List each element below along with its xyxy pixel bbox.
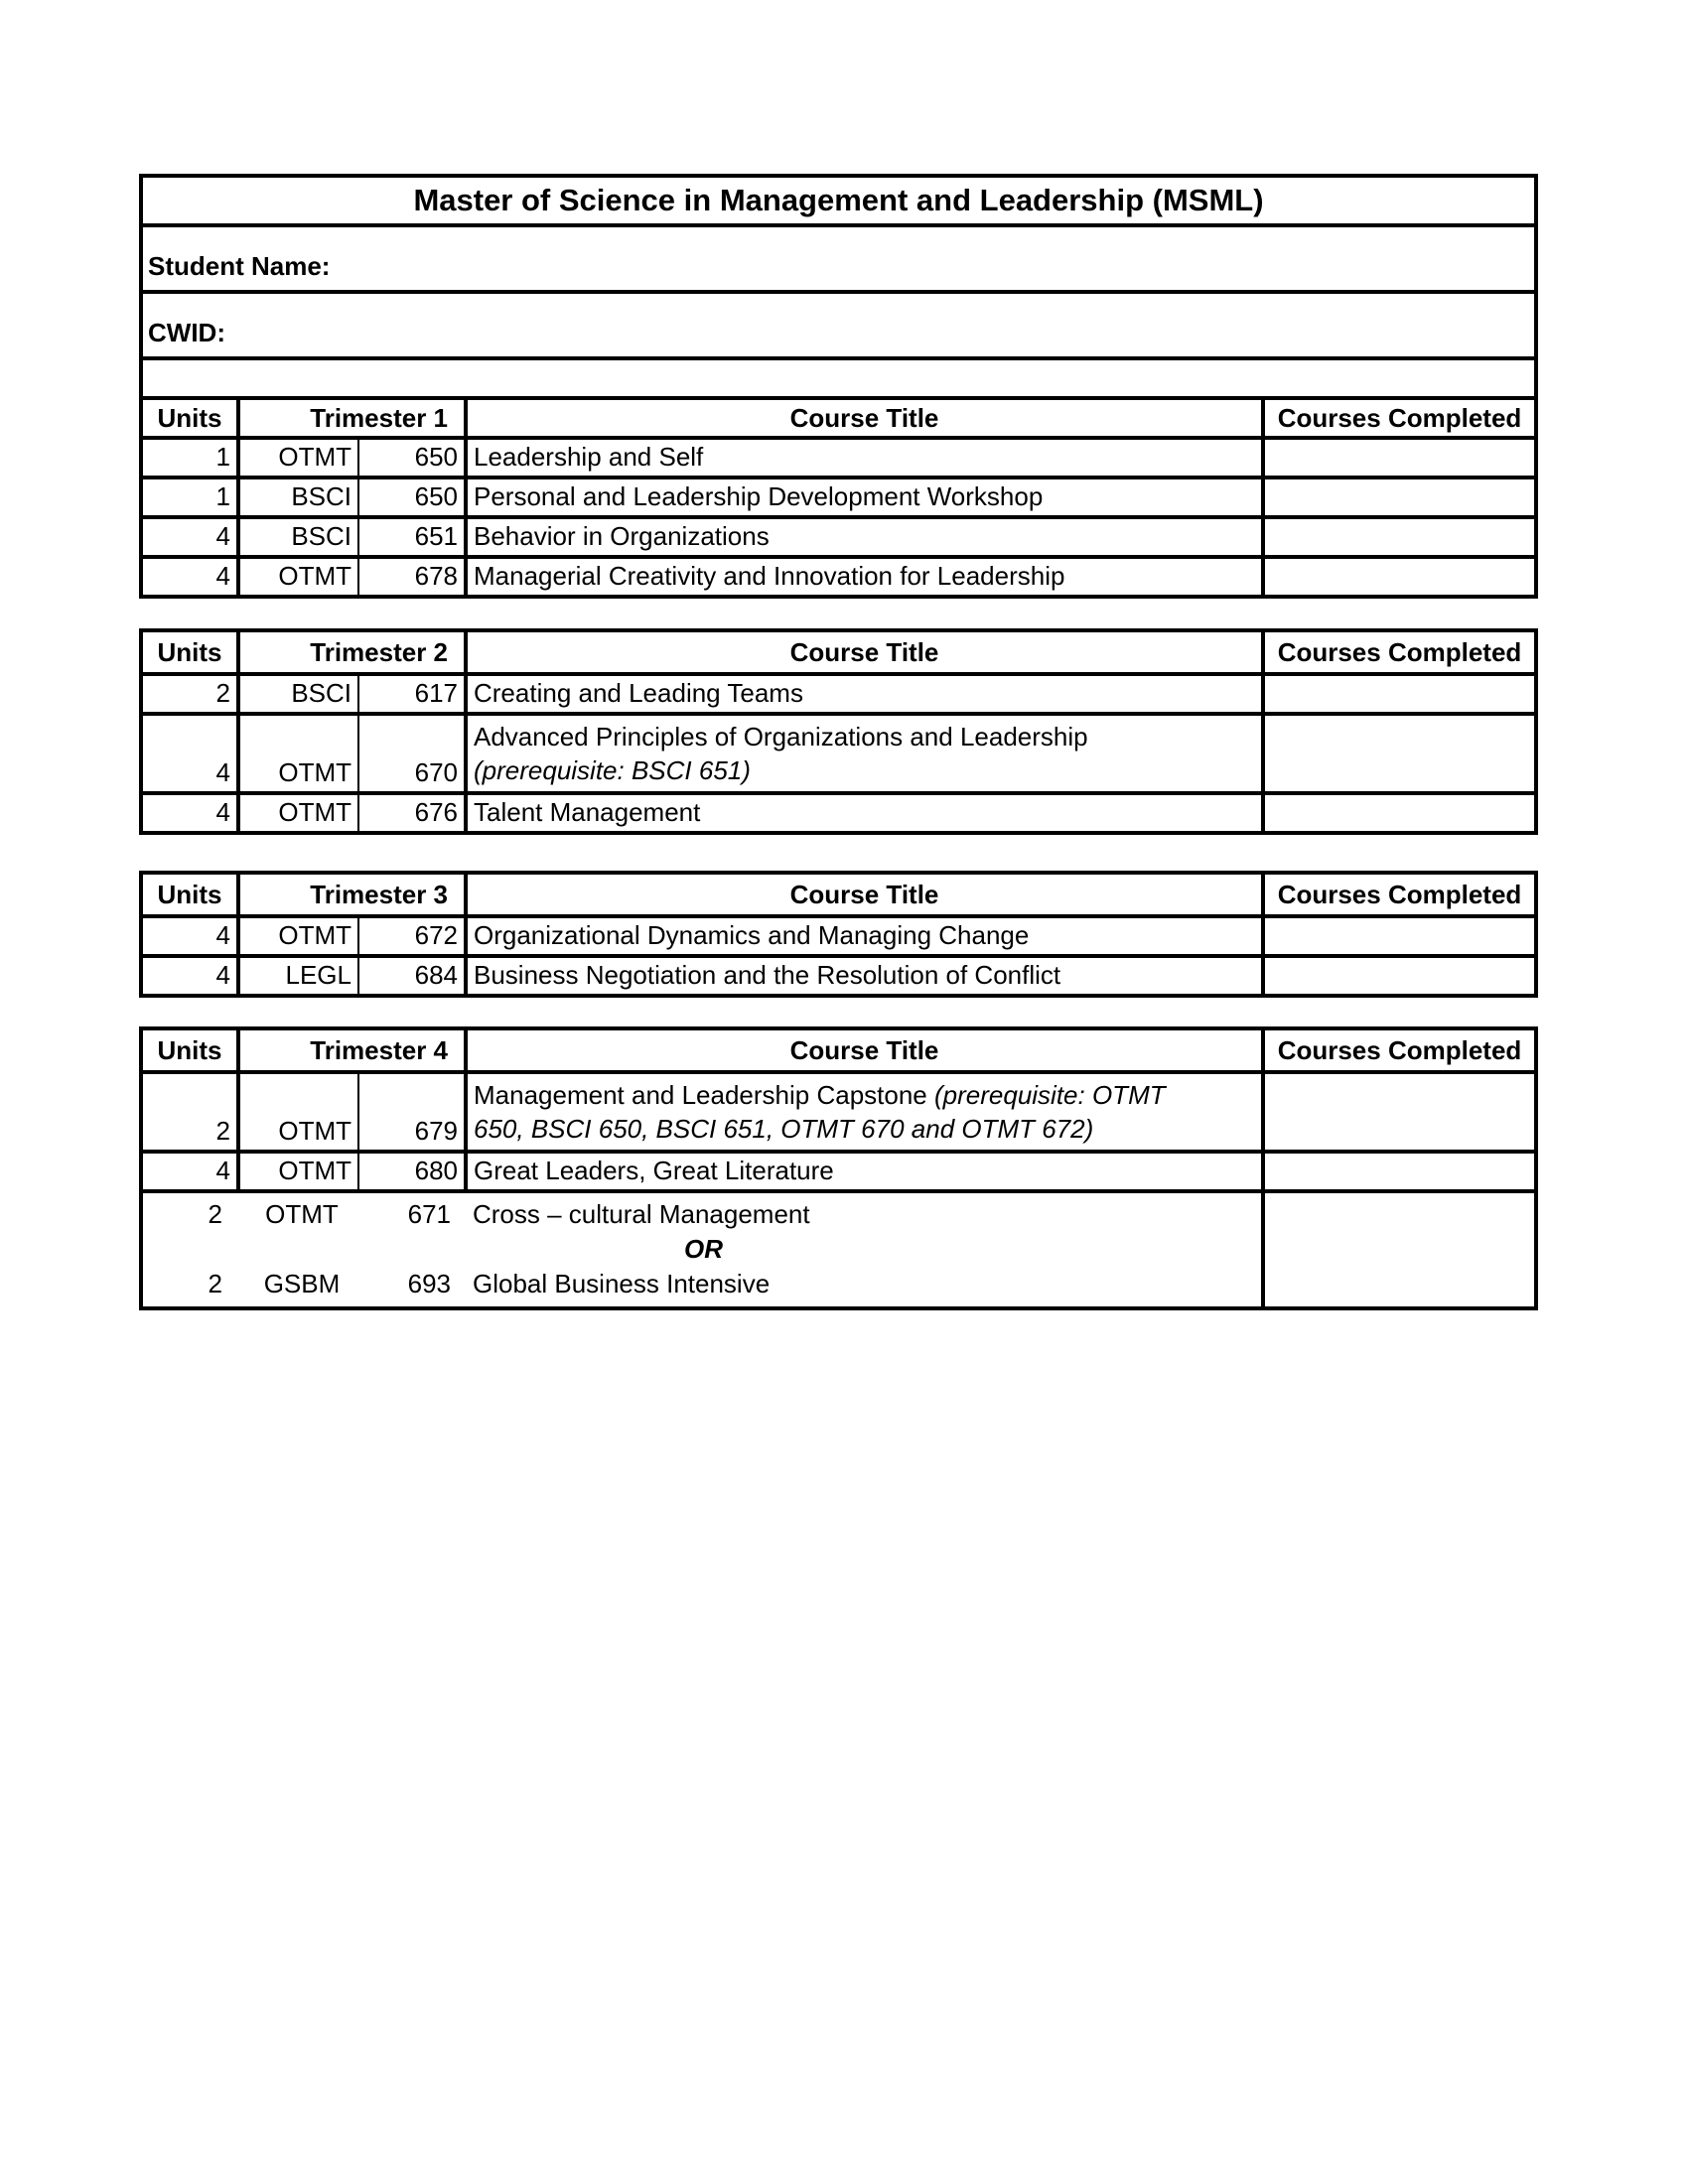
course-title-header: Course Title <box>464 400 1261 436</box>
elective-option-a <box>143 1199 1261 1229</box>
course-title-line-1 <box>474 1080 1166 1110</box>
course-dept: OTMT <box>236 795 357 831</box>
trimester-label: Trimester 4 <box>236 1030 464 1070</box>
course-completed-cell[interactable] <box>1261 716 1534 791</box>
elective-b-number: 693 <box>407 1269 451 1298</box>
elective-a-title: Cross – cultural Management <box>473 1199 810 1229</box>
course-units: 4 <box>215 960 230 990</box>
units-header: Units <box>157 403 222 433</box>
course-prerequisite: (prerequisite: BSCI 651) <box>474 755 751 785</box>
trimester-4-table <box>139 1026 1538 1310</box>
spacer-row <box>143 356 1534 396</box>
course-dept: OTMT <box>236 440 357 476</box>
course-row <box>143 1150 1534 1189</box>
units-header: Units <box>157 1035 222 1065</box>
course-title: Leadership and Self <box>464 440 1261 476</box>
course-title-header: Course Title <box>464 1030 1261 1070</box>
course-completed-cell[interactable] <box>1261 519 1534 555</box>
course-units: 4 <box>215 1156 230 1185</box>
course-completed-cell[interactable] <box>1261 918 1534 954</box>
units-header: Units <box>157 637 222 667</box>
student-name-label: Student Name: <box>148 251 331 281</box>
course-dept: BSCI <box>236 479 357 515</box>
course-dept: OTMT <box>236 559 357 595</box>
form-title-text: Master of Science in Management and Leadership (MSML) <box>413 183 1264 217</box>
course-number: 617 <box>357 676 464 712</box>
course-units: 2 <box>215 1116 230 1146</box>
trimester-label: Trimester 3 <box>236 875 464 914</box>
course-units: 4 <box>215 920 230 950</box>
course-units: 4 <box>215 561 230 591</box>
cwid-row[interactable] <box>143 290 1534 356</box>
courses-completed-header: Courses Completed <box>1261 1030 1534 1070</box>
course-number: 678 <box>357 559 464 595</box>
course-prerequisite-part-2: 650, BSCI 650, BSCI 651, OTMT 670 and OTMT 672) <box>474 1114 1094 1144</box>
course-completed-cell[interactable] <box>1261 479 1534 515</box>
course-title: Management and Leadership Capstone <box>474 1080 927 1110</box>
course-dept: OTMT <box>236 1074 357 1150</box>
trimester-4-header <box>143 1030 1534 1070</box>
course-number: 651 <box>357 519 464 555</box>
elective-a-number: 671 <box>407 1199 451 1229</box>
course-completed-cell[interactable] <box>1261 1154 1534 1189</box>
courses-completed-header: Courses Completed <box>1261 632 1534 672</box>
course-units: 4 <box>215 757 230 787</box>
course-units: 1 <box>215 481 230 511</box>
course-row <box>143 712 1534 791</box>
course-title: Personal and Leadership Development Workshop <box>464 479 1261 515</box>
courses-completed-header: Courses Completed <box>1261 875 1534 914</box>
trimester-2-table <box>139 628 1538 835</box>
elective-a-dept: OTMT <box>265 1199 339 1229</box>
elective-row <box>143 1189 1534 1306</box>
course-dept: OTMT <box>236 1154 357 1189</box>
course-title: Business Negotiation and the Resolution of Conflict <box>464 958 1261 994</box>
course-title-header: Course Title <box>464 632 1261 672</box>
course-number: 672 <box>357 918 464 954</box>
course-number: 670 <box>357 716 464 791</box>
course-title: Behavior in Organizations <box>464 519 1261 555</box>
trimester-2-header <box>143 632 1534 672</box>
course-dept: OTMT <box>236 716 357 791</box>
student-name-row[interactable] <box>143 223 1534 290</box>
course-number: 650 <box>357 440 464 476</box>
course-completed-cell[interactable] <box>1261 1074 1534 1150</box>
course-completed-cell[interactable] <box>1261 559 1534 595</box>
course-prerequisite-part-1: (prerequisite: OTMT <box>934 1080 1166 1110</box>
course-title: Advanced Principles of Organizations and Leadership <box>474 722 1088 751</box>
course-title-cell <box>464 716 1261 791</box>
units-header: Units <box>157 880 222 909</box>
elective-completed-cell[interactable] <box>1261 1193 1534 1306</box>
course-row <box>143 914 1534 954</box>
course-units: 4 <box>215 521 230 551</box>
course-row <box>143 436 1534 476</box>
elective-or-line <box>143 1234 1261 1264</box>
course-row <box>143 791 1534 831</box>
form-title <box>143 178 1534 223</box>
cwid-label: CWID: <box>148 318 225 347</box>
course-row <box>143 672 1534 712</box>
trimester-3-header <box>143 875 1534 914</box>
course-units: 1 <box>215 442 230 472</box>
elective-a-units: 2 <box>208 1199 222 1229</box>
course-title: Great Leaders, Great Literature <box>464 1154 1261 1189</box>
course-units: 4 <box>215 797 230 827</box>
course-title: Organizational Dynamics and Managing Change <box>464 918 1261 954</box>
course-row <box>143 555 1534 595</box>
elective-option-b <box>143 1269 1261 1298</box>
course-units: 2 <box>215 678 230 708</box>
elective-b-units: 2 <box>208 1269 222 1298</box>
course-dept: BSCI <box>236 519 357 555</box>
msml-course-checklist <box>139 174 1538 599</box>
course-completed-cell[interactable] <box>1261 958 1534 994</box>
course-completed-cell[interactable] <box>1261 440 1534 476</box>
course-row <box>143 954 1534 994</box>
course-completed-cell[interactable] <box>1261 795 1534 831</box>
course-number: 680 <box>357 1154 464 1189</box>
elective-b-title: Global Business Intensive <box>473 1269 771 1298</box>
course-row <box>143 1070 1534 1150</box>
course-row <box>143 476 1534 515</box>
elective-or-separator: OR <box>684 1234 723 1264</box>
course-row <box>143 515 1534 555</box>
course-number: 676 <box>357 795 464 831</box>
trimester-3-table <box>139 871 1538 998</box>
course-dept: OTMT <box>236 918 357 954</box>
elective-options <box>143 1193 1261 1306</box>
courses-completed-header: Courses Completed <box>1261 400 1534 436</box>
course-dept: BSCI <box>236 676 357 712</box>
course-title: Creating and Leading Teams <box>464 676 1261 712</box>
course-title: Managerial Creativity and Innovation for Leadership <box>464 559 1261 595</box>
course-dept: LEGL <box>236 958 357 994</box>
course-number: 679 <box>357 1074 464 1150</box>
course-title: Talent Management <box>464 795 1261 831</box>
course-number: 684 <box>357 958 464 994</box>
elective-b-dept: GSBM <box>263 1269 341 1298</box>
course-number: 650 <box>357 479 464 515</box>
trimester-label: Trimester 2 <box>236 632 464 672</box>
course-completed-cell[interactable] <box>1261 676 1534 712</box>
course-title-cell <box>464 1074 1261 1150</box>
course-title-header: Course Title <box>464 875 1261 914</box>
trimester-1-header <box>143 396 1534 436</box>
trimester-label: Trimester 1 <box>236 400 464 436</box>
